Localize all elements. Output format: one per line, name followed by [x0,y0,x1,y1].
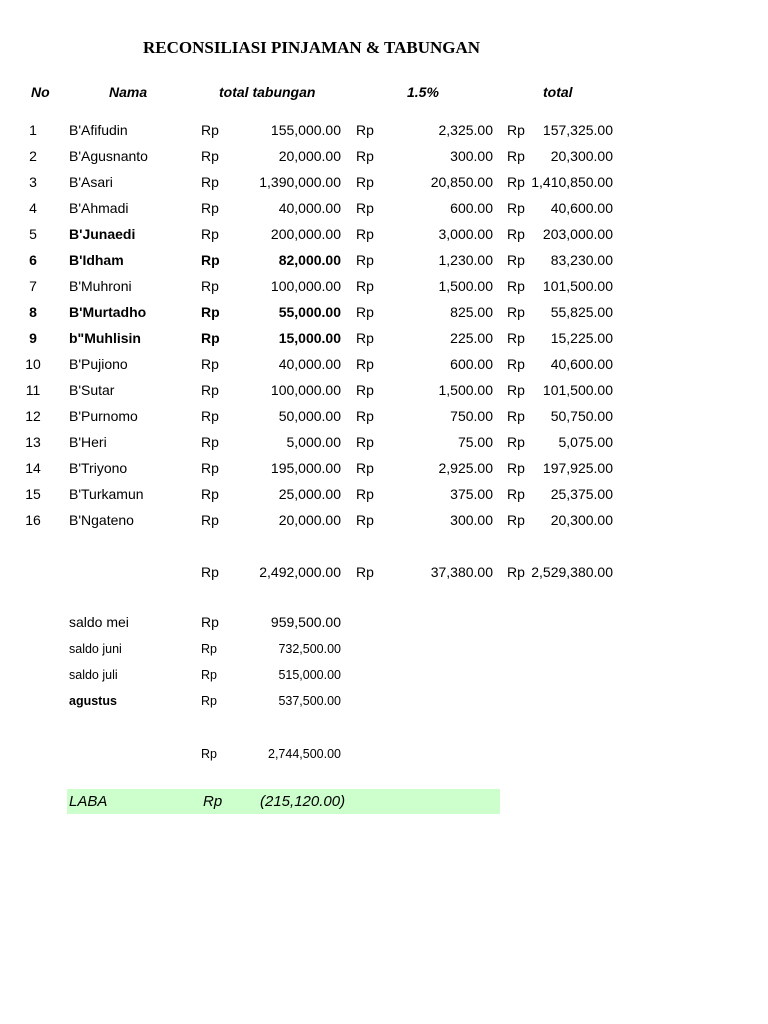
row-bunga: 600.00 [450,200,493,216]
row-rp-tabungan: Rp [201,278,219,294]
row-no: 9 [29,330,37,346]
row-total: 50,750.00 [550,408,613,424]
row-rp-tabungan: Rp [201,460,219,476]
laba-value: (215,120.00) [260,793,346,810]
row-bunga: 2,925.00 [438,460,493,476]
row-bunga: 1,230.00 [438,252,493,268]
table-row [0,459,768,485]
row-rp-total: Rp [507,460,525,476]
laba-row [67,789,500,814]
table-row [0,303,768,329]
saldo-value: 959,500.00 [270,614,341,630]
saldo-rp: Rp [201,614,219,630]
row-nama: B'Turkamun [69,486,144,502]
saldo-rp: Rp [201,694,217,708]
row-rp-tabungan: Rp [201,382,219,398]
row-bunga: 750.00 [450,408,493,424]
row-no: 4 [29,200,37,216]
table-row [0,121,768,147]
page-title: RECONSILIASI PINJAMAN & TABUNGAN [143,38,481,57]
row-bunga: 3,000.00 [438,226,493,242]
row-no: 7 [29,278,37,294]
table-row [0,433,768,459]
row-rp-bunga: Rp [356,382,374,398]
row-total-tabungan: 82,000.00 [278,252,341,268]
row-rp-bunga: Rp [356,330,374,346]
row-no: 3 [29,174,37,190]
row-total-tabungan: 100,000.00 [270,382,341,398]
row-rp-bunga: Rp [356,460,374,476]
row-rp-total: Rp [507,304,525,320]
table-row [0,407,768,433]
table-row [0,485,768,511]
row-nama: B'Afifudin [69,122,128,138]
row-no: 8 [29,304,37,320]
row-total-tabungan: 25,000.00 [278,486,341,502]
row-rp-tabungan: Rp [201,408,219,424]
row-rp-total: Rp [507,252,525,268]
row-total: 101,500.00 [542,278,613,294]
row-rp-tabungan: Rp [201,356,219,372]
row-rp-tabungan: Rp [201,512,219,528]
row-rp-bunga: Rp [356,486,374,502]
row-nama: B'Ngateno [69,512,134,528]
row-nama: B'Muhroni [69,278,132,294]
totals-rp-tabungan: Rp [201,564,219,580]
row-nama: B'Ahmadi [69,200,129,216]
row-total: 1,410,850.00 [531,174,613,190]
row-nama: b"Muhlisin [69,330,141,346]
table-row [0,381,768,407]
row-rp-bunga: Rp [356,434,374,450]
row-total: 101,500.00 [542,382,613,398]
row-rp-total: Rp [507,408,525,424]
totals-row [0,563,768,589]
row-total: 83,230.00 [550,252,613,268]
row-rp-tabungan: Rp [201,330,220,346]
totals-rp-bunga: Rp [356,564,374,580]
row-nama: B'Purnomo [69,408,138,424]
totals-tabungan: 2,492,000.00 [259,564,341,580]
row-no: 12 [25,408,41,424]
row-rp-tabungan: Rp [201,122,219,138]
row-rp-total: Rp [507,122,525,138]
row-nama: B'Agusnanto [69,148,148,164]
row-total-tabungan: 15,000.00 [278,330,341,346]
totals-rp-total: Rp [507,564,525,580]
row-nama: B'Murtadho [69,304,147,320]
row-total-tabungan: 200,000.00 [270,226,341,242]
row-rp-tabungan: Rp [201,200,219,216]
row-total-tabungan: 155,000.00 [270,122,341,138]
row-total-tabungan: 20,000.00 [278,148,341,164]
table-row [0,147,768,173]
table-row [0,173,768,199]
row-bunga: 75.00 [457,434,493,450]
row-total-tabungan: 55,000.00 [278,304,341,320]
row-no: 5 [29,226,37,242]
row-rp-bunga: Rp [356,148,374,164]
row-bunga: 1,500.00 [438,382,493,398]
row-no: 15 [25,486,41,502]
table-row [0,225,768,251]
row-total: 25,375.00 [550,486,613,502]
row-no: 16 [25,512,41,528]
row-rp-bunga: Rp [356,122,374,138]
row-rp-bunga: Rp [356,278,374,294]
row-rp-tabungan: Rp [201,252,220,268]
row-total-tabungan: 5,000.00 [286,434,341,450]
row-rp-bunga: Rp [356,304,374,320]
row-rp-bunga: Rp [356,356,374,372]
totals-bunga: 37,380.00 [430,564,493,580]
row-rp-tabungan: Rp [201,434,219,450]
saldo-value: 537,500.00 [278,694,341,708]
row-total: 40,600.00 [550,356,613,372]
table-row [0,511,768,537]
row-no: 13 [25,434,41,450]
saldo-value: 732,500.00 [278,642,341,656]
row-bunga: 300.00 [450,512,493,528]
header-total: total [543,84,573,100]
row-rp-total: Rp [507,200,525,216]
row-nama: B'Triyono [69,460,128,476]
row-rp-tabungan: Rp [201,304,220,320]
row-rp-total: Rp [507,278,525,294]
saldo-label: saldo juli [69,668,118,682]
row-rp-total: Rp [507,330,525,346]
table-row [0,199,768,225]
saldo-row [0,613,768,639]
row-total: 20,300.00 [550,512,613,528]
saldo-total-value: 2,744,500.00 [268,747,341,761]
row-nama: B'Asari [69,174,113,190]
saldo-label: saldo mei [69,614,129,630]
row-total-tabungan: 195,000.00 [270,460,341,476]
row-bunga: 375.00 [450,486,493,502]
row-nama: B'Idham [69,252,124,268]
row-rp-total: Rp [507,356,525,372]
saldo-row [0,666,768,692]
table-row [0,355,768,381]
header-total-tabungan: total tabungan [219,84,316,100]
saldo-rp: Rp [201,668,217,682]
row-no: 2 [29,148,37,164]
row-total-tabungan: 20,000.00 [278,512,341,528]
row-total-tabungan: 1,390,000.00 [259,174,341,190]
saldo-value: 515,000.00 [278,668,341,682]
row-bunga: 1,500.00 [438,278,493,294]
row-no: 6 [29,252,37,268]
row-rp-total: Rp [507,382,525,398]
row-rp-total: Rp [507,486,525,502]
row-rp-total: Rp [507,174,525,190]
row-no: 14 [25,460,41,476]
row-rp-bunga: Rp [356,512,374,528]
row-total-tabungan: 100,000.00 [270,278,341,294]
laba-rp: Rp [203,793,223,810]
row-rp-bunga: Rp [356,226,374,242]
saldo-total-rp: Rp [201,747,217,761]
row-total: 15,225.00 [550,330,613,346]
row-rp-tabungan: Rp [201,148,219,164]
laba-label: LABA [69,793,108,810]
row-nama: B'Junaedi [69,226,136,242]
row-bunga: 2,325.00 [438,122,493,138]
row-rp-bunga: Rp [356,252,374,268]
row-rp-tabungan: Rp [201,174,219,190]
row-total-tabungan: 50,000.00 [278,408,341,424]
row-rp-total: Rp [507,434,525,450]
row-total: 40,600.00 [550,200,613,216]
row-bunga: 225.00 [450,330,493,346]
row-rp-tabungan: Rp [201,226,219,242]
row-bunga: 300.00 [450,148,493,164]
header-percent: 1.5% [407,84,439,100]
row-bunga: 825.00 [450,304,493,320]
row-total: 55,825.00 [550,304,613,320]
row-rp-bunga: Rp [356,408,374,424]
row-rp-bunga: Rp [356,200,374,216]
row-total-tabungan: 40,000.00 [278,356,341,372]
header-no: No [31,84,50,100]
row-total: 157,325.00 [542,122,613,138]
row-bunga: 600.00 [450,356,493,372]
row-no: 10 [25,356,41,372]
row-nama: B'Heri [69,434,107,450]
header-nama: Nama [109,84,148,100]
row-rp-total: Rp [507,148,525,164]
row-rp-total: Rp [507,226,525,242]
row-no: 1 [29,122,37,138]
table-row [0,251,768,277]
row-nama: B'Pujiono [69,356,128,372]
table-row [0,277,768,303]
row-total-tabungan: 40,000.00 [278,200,341,216]
row-nama: B'Sutar [69,382,115,398]
saldo-label: saldo juni [69,642,122,656]
saldo-label: agustus [69,694,117,708]
row-total: 203,000.00 [542,226,613,242]
saldo-row [0,692,768,718]
row-rp-tabungan: Rp [201,486,219,502]
table-row [0,329,768,355]
saldo-total-row [0,745,768,771]
totals-total: 2,529,380.00 [531,564,613,580]
saldo-rp: Rp [201,642,217,656]
row-total: 197,925.00 [542,460,613,476]
row-total: 5,075.00 [558,434,613,450]
row-total: 20,300.00 [550,148,613,164]
row-rp-bunga: Rp [356,174,374,190]
saldo-row [0,640,768,666]
row-bunga: 20,850.00 [430,174,493,190]
row-no: 11 [25,382,41,398]
row-rp-total: Rp [507,512,525,528]
